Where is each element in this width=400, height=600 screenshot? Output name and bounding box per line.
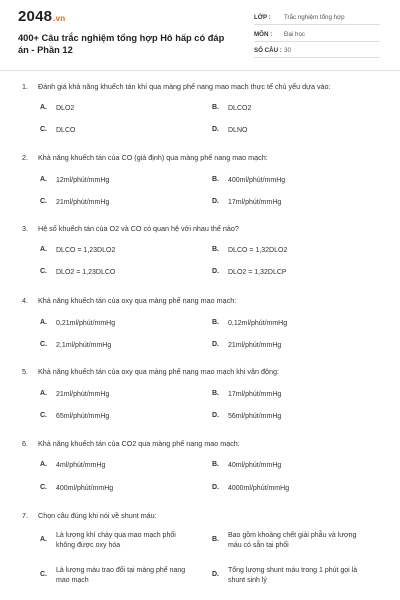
option-text: 21ml/phút/mmHg (56, 199, 110, 206)
option-letter: B. (212, 536, 219, 543)
question-number: 6. (22, 439, 28, 448)
meta-key: LỚP : (254, 14, 271, 21)
option-letter: D. (212, 484, 219, 491)
option-text: Là lượng khí chảy qua mao mạch phổi không được oxy hóa (56, 532, 176, 549)
option-letter: D. (212, 412, 219, 419)
question-text: Khả năng khuếch tán của CO (giả định) qua màng phế nang mao mạch: (38, 153, 268, 162)
option-letter: C. (40, 268, 47, 275)
meta-value: 30 (284, 47, 291, 54)
question-text: Khả năng khuếch tán của oxy qua màng phế nang mao mạch: (38, 296, 237, 305)
option-text: 21ml/phút/mmHg (56, 391, 110, 398)
option-text: 40ml/phút/mmHg (228, 462, 282, 469)
option-text: 4000ml/phút/mmHg (228, 485, 290, 492)
meta-subject-row (254, 29, 380, 42)
option-letter: B. (212, 319, 219, 326)
option-text: 400ml/phút/mmHg (228, 177, 286, 184)
option-letter: B. (212, 176, 219, 183)
question-text: Khả năng khuếch tán của CO2 qua màng phế nang mao mạch: (38, 439, 240, 448)
option-letter: D. (212, 126, 219, 133)
question-text: Hệ số khuếch tán của O2 và CO có quan hệ với nhau thế nào? (38, 224, 239, 233)
option-letter: C. (40, 341, 47, 348)
option-text: Bao gồm khoảng chết giải phẫu và lượng máu có sẵn tại phổi (228, 532, 357, 549)
question-text: Khả năng khuếch tán của oxy qua màng phế nang mao mạch khi vận động: (38, 367, 279, 376)
site-logo[interactable] (18, 8, 65, 25)
option-text: 400ml/phút/mmHg (56, 485, 114, 492)
option-letter: B. (212, 461, 219, 468)
option-letter: B. (212, 104, 219, 111)
option-letter: B. (212, 246, 219, 253)
question-number: 3. (22, 224, 28, 233)
option-text: DLCO (56, 127, 76, 134)
meta-class-row (254, 12, 380, 25)
logo-brand: 2048 (18, 8, 53, 25)
question-number: 5. (22, 367, 28, 376)
option-text: DLO2 = 1,23DLCO (56, 269, 116, 276)
meta-key: SỐ CÂU : (254, 47, 282, 54)
option-letter: C. (40, 198, 47, 205)
page-title: 400+ Câu trắc nghiệm tổng hợp Hô hấp có đáp án - Phần 12 (18, 33, 225, 55)
question-text: Đánh giá khả năng khuếch tán khí qua màng phế nang mao mạch thực tế chủ yếu dựa vào: (38, 82, 331, 91)
option-letter: A. (40, 461, 47, 468)
meta-count-row (254, 45, 380, 58)
option-letter: A. (40, 176, 47, 183)
option-text: DLCO = 1,32DLO2 (228, 247, 288, 254)
option-letter: D. (212, 341, 219, 348)
option-letter: C. (40, 571, 47, 578)
option-letter: A. (40, 104, 47, 111)
option-letter: C. (40, 412, 47, 419)
option-text: 4ml/phút/mmHg (56, 462, 106, 469)
option-text: Tổng lượng shunt máu trong 1 phút gọi là shunt sinh lý (228, 567, 358, 584)
question-number: 4. (22, 296, 28, 305)
option-text: DLCO2 (228, 105, 252, 112)
header-divider (0, 70, 400, 71)
option-text: 0,12ml/phút/mmHg (228, 320, 288, 327)
question-number: 1. (22, 82, 28, 91)
logo-domain: .vn (53, 14, 66, 23)
option-letter: D. (212, 571, 219, 578)
question-number: 7. (22, 511, 28, 520)
option-text: DLO2 = 1,32DLCP (228, 269, 287, 276)
option-text: 21ml/phút/mmHg (228, 342, 282, 349)
option-text: 65ml/phút/mmHg (56, 413, 110, 420)
option-letter: D. (212, 268, 219, 275)
question-text: Chọn câu đúng khi nói về shunt máu: (38, 511, 157, 520)
option-text: Là lượng máu trao đổi tại màng phế nang mao mạch (56, 567, 186, 584)
option-text: DLO2 (56, 105, 75, 112)
option-letter: C. (40, 484, 47, 491)
option-text: 56ml/phút/mmHg (228, 413, 282, 420)
option-text: 17ml/phút/mmHg (228, 199, 282, 206)
meta-value: Trắc nghiệm tổng hợp (284, 14, 345, 21)
question-number: 2. (22, 153, 28, 162)
page-header (0, 0, 400, 70)
meta-key: MÔN : (254, 31, 273, 38)
option-letter: A. (40, 390, 47, 397)
option-text: DLNO (228, 127, 248, 134)
option-text: DLCO = 1,23DLO2 (56, 247, 116, 254)
option-text: 17ml/phút/mmHg (228, 391, 282, 398)
option-letter: B. (212, 390, 219, 397)
option-text: 0,21ml/phút/mmHg (56, 320, 116, 327)
option-text: 12ml/phút/mmHg (56, 177, 110, 184)
meta-value: Đại học (284, 31, 305, 38)
option-letter: D. (212, 198, 219, 205)
option-letter: A. (40, 246, 47, 253)
option-letter: A. (40, 319, 47, 326)
option-letter: A. (40, 536, 47, 543)
option-letter: C. (40, 126, 47, 133)
option-text: 2,1ml/phút/mmHg (56, 342, 112, 349)
